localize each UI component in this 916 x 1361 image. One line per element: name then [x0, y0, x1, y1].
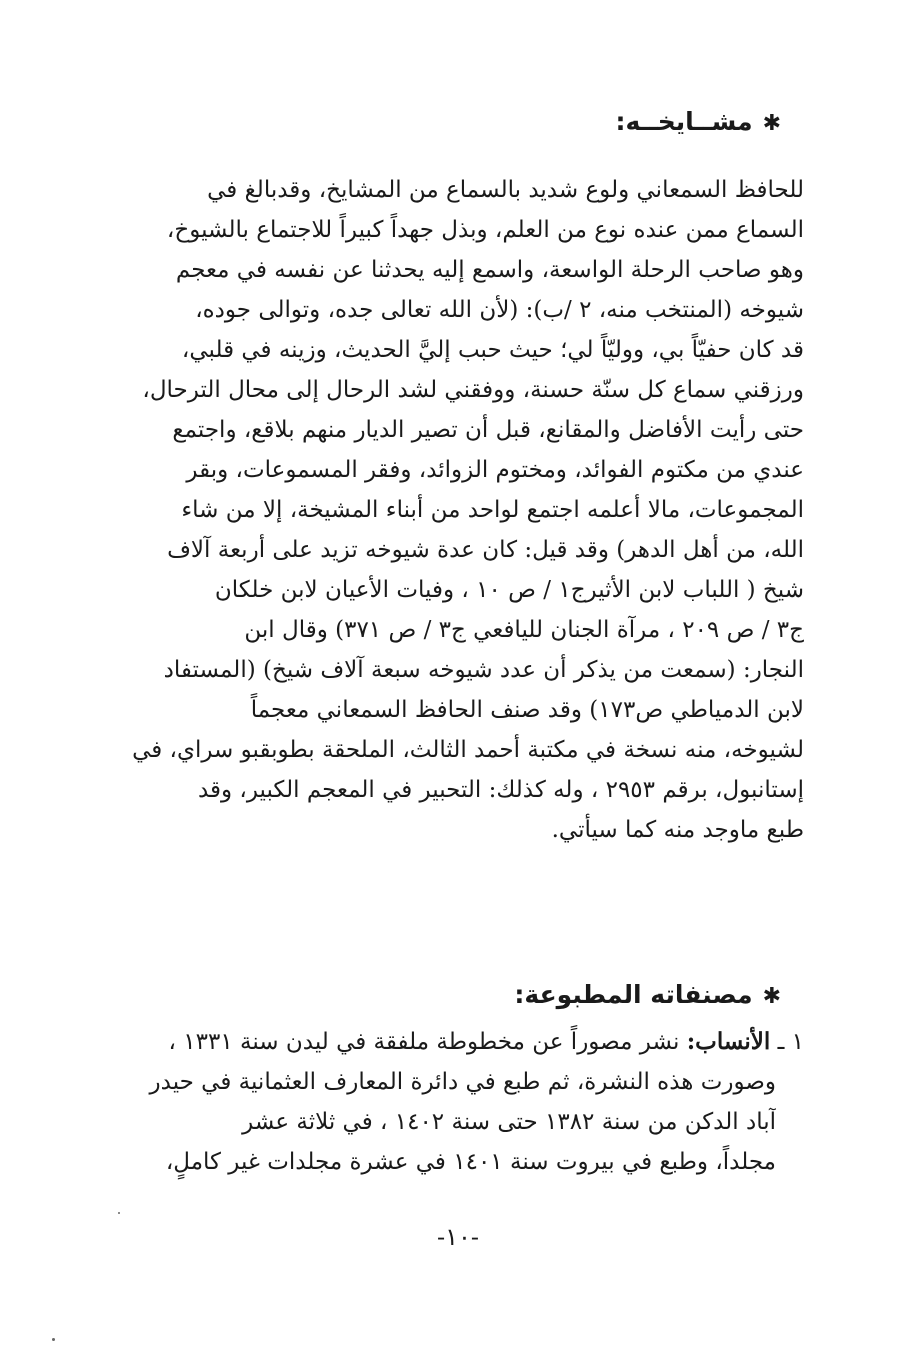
- text-line: للحافظ السمعاني ولوع شديد بالسماع من المشايخ، وقدبالغ في: [207, 177, 804, 203]
- text-line: لشيوخه، منه نسخة في مكتبة أحمد الثالث، الملحقة بطوبقبو سراي، في: [132, 737, 804, 763]
- list-item-ansab-continuation: [99, 1062, 776, 1182]
- list-item-first-line: [99, 1022, 804, 1062]
- scan-speck: [52, 1338, 55, 1341]
- text-segment: نشر مصوراً عن مخطوطة ملفقة في ليدن سنة ١٣٣١ ،: [168, 1029, 680, 1055]
- text-line: وهو صاحب الرحلة الواسعة، واسمع إليه يحدثنا عن نفسه في معجم: [175, 257, 804, 283]
- list-item-ansab: [99, 1022, 804, 1062]
- section-heading-mashayikh: [616, 102, 782, 144]
- text-line: عندي من مكتوم الفوائد، ومختوم الزوائد، وفقر المسموعات، وبقر: [186, 457, 804, 483]
- text-line: النجار: (سمعت من يذكر أن عدد شيوخه سبعة آلاف شيخ) (المستفاد: [163, 657, 804, 683]
- text-line: طبع ماوجد منه كما سيأتي.: [551, 817, 804, 843]
- text-line: قد كان حفيّاً بي، ووليّاً لي؛ حيث حبب إليَّ الحديث، وزينه في قلبي،: [181, 337, 804, 363]
- text-line: وصورت هذه النشرة، ثم طبع في دائرة المعارف العثمانية في حيدر: [149, 1069, 776, 1095]
- text-line: مجلداً، وطبع في بيروت سنة ١٤٠١ في عشرة مجلدات غير كاملٍ،: [165, 1149, 776, 1175]
- heading-text: مشــايخــه:: [615, 107, 753, 136]
- text-line: آباد الدكن من سنة ١٣٨٢ حتى سنة ١٤٠٢ ، في ثلاثة عشر: [242, 1109, 776, 1135]
- text-line: ورزقني سماع كل سنّة حسنة، ووفقني لشد الرحال إلى محال الترحال،: [142, 377, 804, 403]
- scan-speck: [118, 1212, 120, 1214]
- text-line: السماع ممن عنده نوع من العلم، وبذل جهداً كبيراً للاجتماع بالشيوخ،: [166, 217, 804, 243]
- text-line: المجموعات، مالا أعلمه اجتمع لواحد من أبناء المشيخة، إلا من شاء: [181, 497, 804, 523]
- text-line: شيوخه (المنتخب منه، ٢ /ب): (لأن الله تعالى جده، وتوالى جوده،: [195, 297, 804, 323]
- text-line: ج٣ / ص ٢٠٩ ، مرآة الجنان لليافعي ج٣ / ص ٣٧١) وقال ابن: [244, 617, 804, 643]
- text-line: إستانبول، برقم ٢٩٥٣ ، وله كذلك: التحبير في المعجم الكبير، وقد: [197, 777, 804, 803]
- paragraph-mashayikh: [99, 170, 804, 850]
- page-number: -١٠-: [437, 1223, 479, 1251]
- text-line: الله، من أهل الدهر) وقد قيل: كان عدة شيوخه تزيد على أربعة آلاف: [167, 537, 804, 563]
- heading-text: مصنفاته المطبوعة:: [514, 980, 753, 1009]
- text-line: لابن الدمياطي ص١٧٣) وقد صنف الحافظ السمعاني معجماً: [250, 697, 804, 723]
- section-heading-printed-works: [514, 975, 781, 1017]
- text-line: شيخ ( اللباب لابن الأثيرج١ / ص ١٠ ، وفيات الأعيان لابن خلكان: [214, 577, 804, 603]
- star-bullet-icon: ✱: [762, 984, 781, 1009]
- work-title: الأنساب:: [686, 1028, 771, 1055]
- list-item-number: ١ ـ: [777, 1029, 804, 1055]
- star-bullet-icon: ✱: [762, 111, 781, 136]
- text-line: حتى رأيت الأفاضل والمقانع، قبل أن تصير الديار منهم بلاقع، واجتمع: [172, 417, 804, 443]
